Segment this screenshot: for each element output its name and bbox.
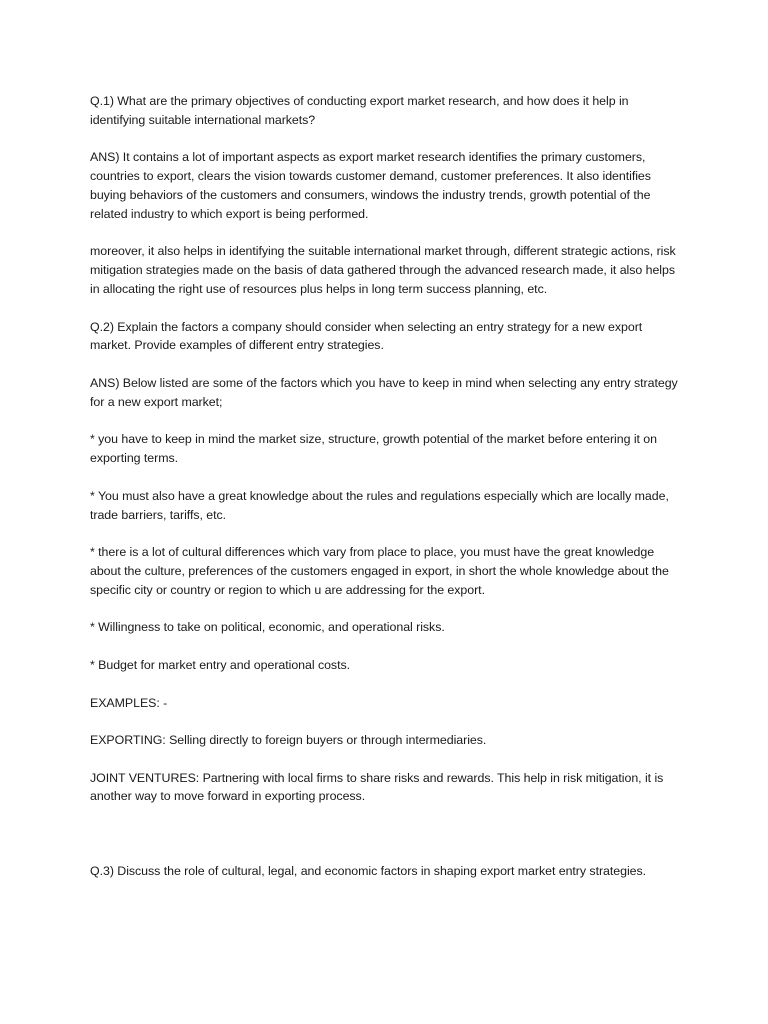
example-exporting: EXPORTING: Selling directly to foreign buyers or through intermediaries. (90, 733, 487, 748)
document-body (90, 92, 682, 900)
answer-1-paragraph-1: ANS) It contains a lot of important aspects as export market research identifies the primary customers, countries to export, clears the vision towards customer demand, customer preferences. It also identifies buying behaviors of the customers and consumers, windows the industry trends, growth potential of the related industry to which export is being performed. (90, 150, 651, 221)
example-joint-ventures: JOINT VENTURES: Partnering with local firms to share risks and rewards. This help in risk mitigation, it is another way to move forward in exporting process. (90, 770, 664, 804)
question-3: Q.3) Discuss the role of cultural, legal, and economic factors in shaping export market entry strategies. (90, 864, 647, 879)
answer-2-bullet-1: * you have to keep in mind the market size, structure, growth potential of the market before entering it on exporting terms. (90, 432, 657, 466)
question-2: Q.2) Explain the factors a company should consider when selecting an entry strategy for a new export market. Provide examples of different entry strategies. (90, 319, 643, 353)
question-1: Q.1) What are the primary objectives of conducting export market research, and how does it help in identifying suitable international markets? (90, 94, 629, 127)
answer-1-paragraph-2: moreover, it also helps in identifying the suitable international market through, different strategic actions, risk mitigation strategies made on the basis of data gathered through the advanced research made, it also helps in allocating the right use of resources plus helps in long term success planning, etc. (90, 244, 676, 296)
answer-2-bullet-5: * Budget for market entry and operational costs. (90, 657, 351, 672)
answer-2-bullet-3: * there is a lot of cultural differences which vary from place to place, you must have the great knowledge about the culture, preferences of the customers engaged in export, in short the whole knowledge about the specific city or country or region to which u are addressing for the export. (90, 545, 669, 597)
answer-2-bullet-2: * You must also have a great knowledge about the rules and regulations especially which are locally made, trade barriers, tariffs, etc. (90, 488, 669, 522)
answer-2-intro: ANS) Below listed are some of the factors which you have to keep in mind when selecting any entry strategy for a new export market; (90, 375, 678, 409)
examples-heading: EXAMPLES: - (90, 695, 168, 710)
answer-2-bullet-4: * Willingness to take on political, economic, and operational risks. (90, 620, 445, 635)
